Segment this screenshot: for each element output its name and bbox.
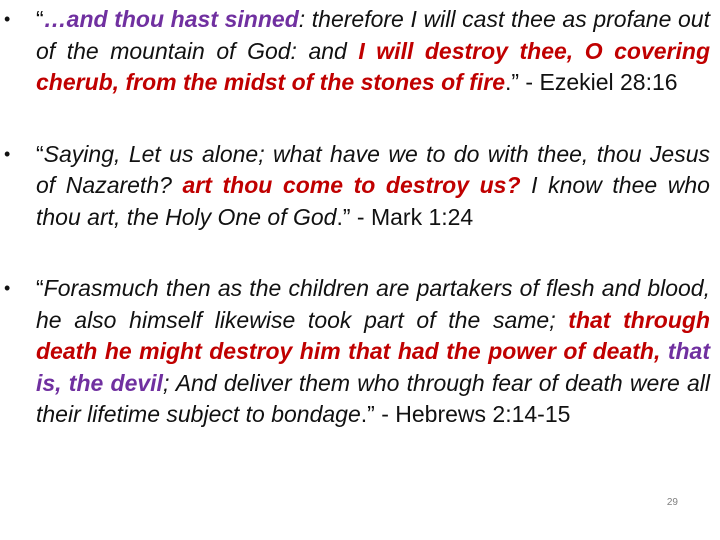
bullet-dot-icon: •	[4, 9, 11, 29]
emphasis-red: art thou come to destroy us?	[182, 172, 521, 198]
emphasis-purple: …and thou hast sinned	[43, 6, 299, 32]
bullet-list	[4, 4, 711, 431]
scripture-reference: - Mark 1:24	[350, 203, 474, 230]
verse-text: I know thee who thou art, the Holy One of God	[36, 172, 710, 230]
verse-text: Forasmuch then as the children are partakers of flesh and blood, he also himself likewise took part of the same;	[36, 275, 710, 333]
bullet-hebrews	[4, 273, 711, 431]
emphasis-red: that through death he might destroy him that had the power of death,	[36, 306, 711, 364]
closing-quote: .”	[336, 203, 351, 230]
bullet-dot-icon: •	[4, 278, 11, 298]
verse-text: : therefore I will cast thee as profane out of the mountain of God: and	[36, 6, 710, 64]
bullet-dot-icon: •	[4, 143, 11, 164]
page-number: 29	[666, 497, 678, 508]
scripture-reference: - Hebrews 2:14-15	[374, 401, 571, 427]
emphasis-red: I will destroy thee, O covering cherub, from the midst of the stones of fire	[36, 37, 710, 95]
closing-quote: .”	[504, 69, 520, 95]
closing-quote: .”	[360, 401, 375, 427]
emphasis-purple: that is, the devil	[36, 338, 710, 396]
open-quote: “	[36, 275, 44, 301]
bullet-mark	[4, 139, 710, 234]
verse-text: ; And deliver them who through fear of death were all their lifetime subject to bondage	[36, 369, 711, 427]
open-quote: “	[36, 6, 44, 32]
scripture-reference: - Ezekiel 28:16	[519, 69, 678, 95]
open-quote: “	[36, 140, 44, 167]
bullet-ezekiel	[4, 4, 710, 99]
verse-text: Saying, Let us alone; what have we to do with thee, thou Jesus of Nazareth?	[36, 140, 710, 198]
